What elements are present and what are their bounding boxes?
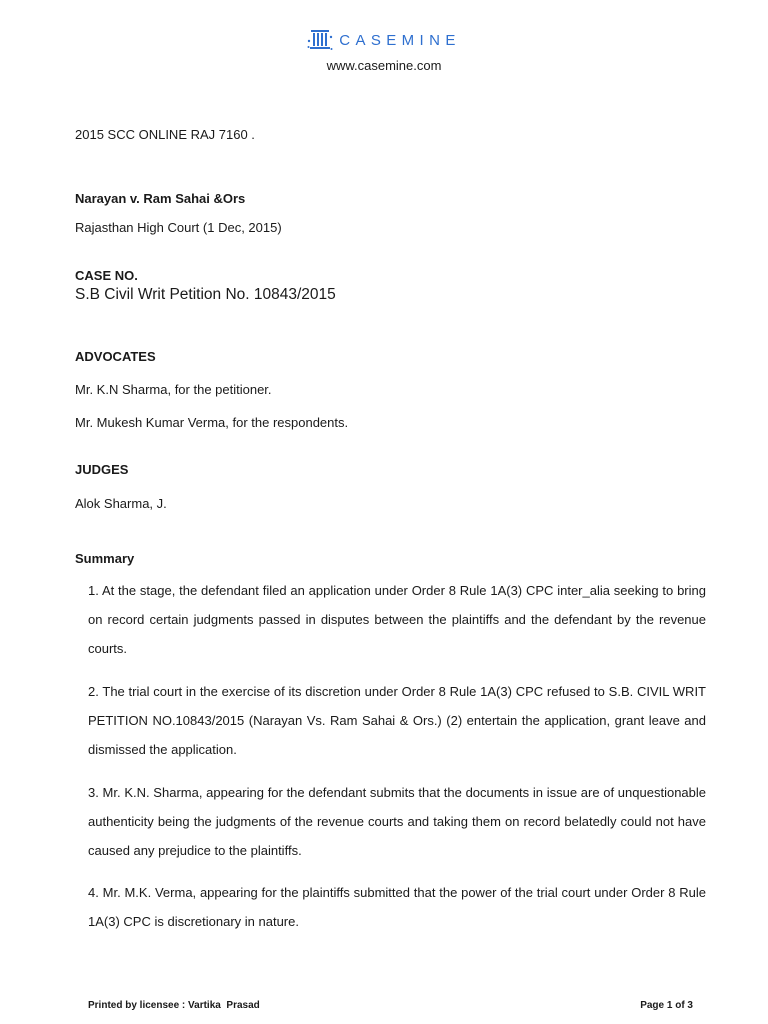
site-url: www.casemine.com <box>326 58 442 73</box>
summary-paragraph: 2. The trial court in the exercise of its discretion under Order 8 Rule 1A(3) CPC refused to S.B. CIVIL WRIT PETITION NO.10843/2015 (Narayan Vs. Ram Sahai & Ors.) (2) entertain the application, grant leave and dismissed the application. <box>88 684 706 757</box>
advocate-item: Mr. K.N Sharma, for the petitioner. <box>75 382 272 397</box>
citation: 2015 SCC ONLINE RAJ 7160 . <box>75 127 255 142</box>
case-no-value: S.B Civil Writ Petition No. 10843/2015 <box>75 286 336 303</box>
casemine-logo <box>0 27 768 53</box>
summary-paragraph: 4. Mr. M.K. Verma, appearing for the plaintiffs submitted that the power of the trial court under Order 8 Rule 1A(3) CPC is discretionary in nature. <box>88 885 706 929</box>
case-title: Narayan v. Ram Sahai &Ors <box>75 191 246 206</box>
summary-heading: Summary <box>75 551 135 566</box>
court-date: Rajasthan High Court (1 Dec, 2015) <box>75 220 282 235</box>
judge-name: Alok Sharma, J. <box>75 496 167 511</box>
summary-paragraph: 1. At the stage, the defendant filed an application under Order 8 Rule 1A(3) CPC inter_alia seeking to bring on record certain judgments passed in disputes between the plaintiffs and the defendant by the revenue courts. <box>88 583 706 656</box>
advocates-heading: ADVOCATES <box>75 349 156 364</box>
case-no-heading: CASE NO. <box>75 268 138 283</box>
page-number: Page 1 of 3 <box>640 1000 693 1011</box>
brand-name: CASEMINE <box>339 31 461 49</box>
judges-heading: JUDGES <box>75 462 129 477</box>
summary-paragraph: 3. Mr. K.N. Sharma, appearing for the defendant submits that the documents in issue are of unquestionable authenticity being the judgments of the revenue courts and taking them on record belatedly could not have caused any prejudice to the plaintiffs. <box>88 785 706 858</box>
advocate-item: Mr. Mukesh Kumar Verma, for the respondents. <box>75 415 349 430</box>
printed-by-footer: Printed by licensee : Vartika Prasad <box>88 1000 260 1011</box>
pillar-logo-icon <box>307 27 333 53</box>
